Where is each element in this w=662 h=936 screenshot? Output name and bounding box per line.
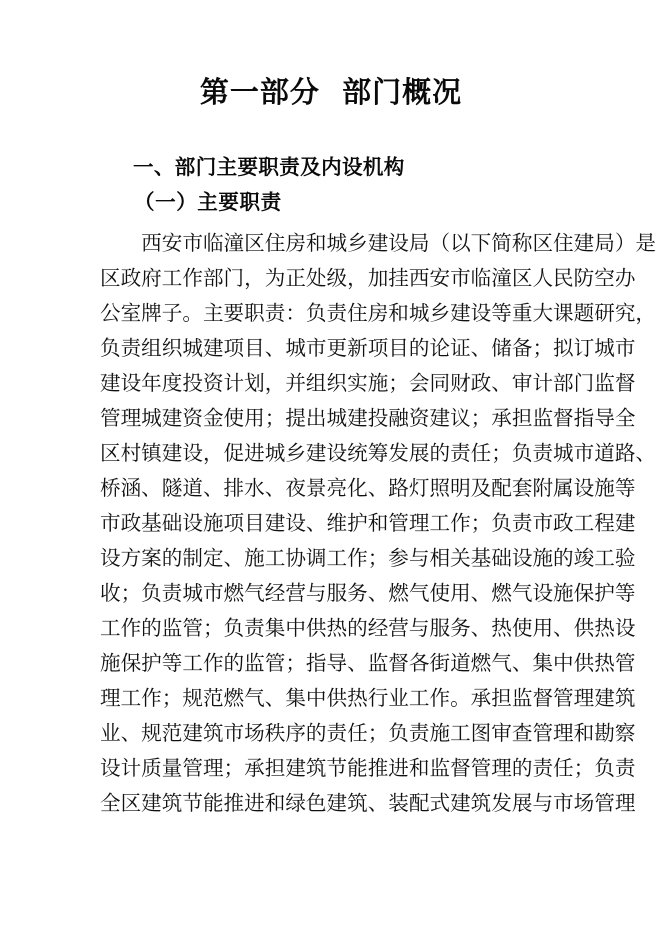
- body-text-line: 理工作；规范燃气、集中供热行业工作。承担监督管理建筑: [100, 686, 636, 710]
- body-text-line: 收；负责城市燃气经营与服务、燃气使用、燃气设施保护等: [100, 581, 636, 605]
- body-text-line: 工作的监管；负责集中供热的经营与服务、热使用、供热设: [100, 616, 636, 640]
- body-text-line: 区政府工作部门，为正处级，加挂西安市临潼区人民防空办: [100, 266, 636, 290]
- body-text-line: 设计质量管理；承担建筑节能推进和监督管理的责任；负责: [100, 756, 636, 780]
- body-paragraph: [100, 226, 657, 821]
- body-text-line: 全区建筑节能推进和绿色建筑、装配式建筑发展与市场管理: [100, 791, 636, 815]
- body-text-line: 公室牌子。主要职责：负责住房和城乡建设等重大课题研究，: [100, 301, 657, 325]
- body-text-line: 建设年度投资计划，并组织实施；会同财政、审计部门监督: [100, 371, 636, 395]
- body-text-line: 业、规范建筑市场秩序的责任；负责施工图审查管理和勘察: [100, 721, 636, 745]
- body-text-line: 西安市临潼区住房和城乡建设局（以下简称区住建局）是: [100, 231, 657, 255]
- body-text-line: 区村镇建设，促进城乡建设统筹发展的责任；负责城市道路、: [100, 441, 657, 465]
- page-title: 第一部分 部门概况: [199, 75, 463, 109]
- body-text-line: 施保护等工作的监管；指导、监督各街道燃气、集中供热管: [100, 651, 636, 675]
- body-text-line: 负责组织城建项目、城市更新项目的论证、储备；拟订城市: [100, 336, 636, 360]
- section-heading-level-1: 一、部门主要职责及内设机构: [133, 155, 405, 179]
- body-text-line: 市政基础设施项目建设、维护和管理工作；负责市政工程建: [100, 511, 636, 535]
- body-text-line: 桥涵、隧道、排水、夜景亮化、路灯照明及配套附属设施等: [100, 476, 636, 500]
- body-text-line: 管理城建资金使用；提出城建投融资建议；承担监督指导全: [100, 406, 636, 430]
- body-text-line: 设方案的制定、施工协调工作；参与相关基础设施的竣工验: [100, 546, 636, 570]
- section-heading-level-2: （一）主要职责: [134, 190, 282, 214]
